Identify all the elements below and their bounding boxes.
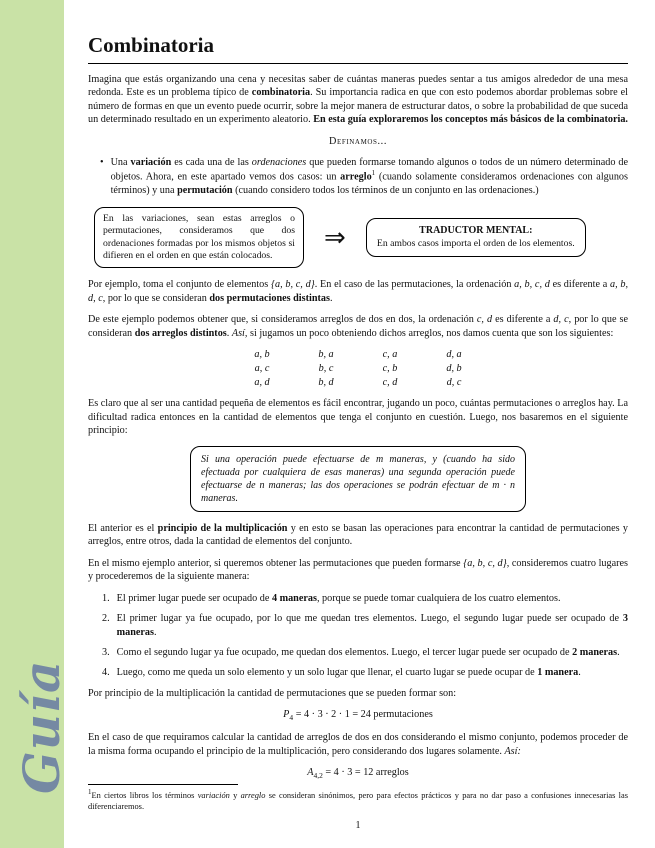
footnote-text: $^1$En ciertos libros los términos variación y arreglo se consideran sinónimos, pero para efectos prácticos y para no dar paso a confusiones innecesarias las diferenciaremos. [88,788,628,811]
arrangement-cell: d, a [446,349,462,361]
formula-subscript: 4,2 [313,771,323,781]
arrangement-cell: b, c [318,362,334,374]
title-rule [88,63,628,64]
list-item-number: 2. [102,613,110,625]
variacion-bullet-item [100,156,628,198]
list-item [102,592,628,605]
principle-explanation-paragraph: El anterior es el principio de la multiplicación y en esto se basan las operaciones para encontrar la cantidad de permutaciones y arreglos, entre otros, dada la cantidad de elementos del conjunto. [88,522,628,548]
formula-body: = 4 · 3 · 2 · 1 = 24 permutaciones [293,709,433,721]
definamos-heading: Definamos... [329,135,387,147]
arrangements-row [248,348,468,362]
permutations-formula [88,708,628,723]
arrangement-cell: a, d [254,376,270,388]
arrangements-example-paragraph: De este ejemplo podemos obtener que, si consideramos arreglos de dos en dos, la ordenación c, d es diferente a d, c, por lo que se consideran dos arreglos distintos. Así, si jugamos un poco obteniendo dichos arreglos, nos damos cuenta que son los siguientes: [88,314,628,339]
steps-list [102,592,628,680]
list-item-text: El primer lugar puede ser ocupado de 4 maneras, porque se puede tomar cualquiera de los cuatro elementos. [116,592,561,604]
arrangement-cell: a, b [254,349,270,361]
permutations-example-paragraph: Por ejemplo, toma el conjunto de elementos {a, b, c, d}. En el caso de las permutaciones, la ordenación a, b, c, d es diferente a a, b, d, c, por lo que se consideran dos permutaciones distintas. [88,279,628,304]
arrangement-cell: b, d [318,376,334,388]
variaciones-note-text: En las variaciones, sean estas arreglos o permutaciones, consideramos que dos ordenaciones formadas por los mismos objetos si difieren en el orden en que están colocados. [103,212,295,261]
traductor-mental-body: En ambos casos importa el orden de los elementos. [376,238,575,250]
formula-subscript: 4 [289,713,294,723]
arrangement-cell: c, d [382,376,398,388]
traductor-mental-box [366,218,586,257]
document-content [88,32,628,789]
arrangement-cell: d, c [446,376,462,388]
formula-variable: P [283,709,290,721]
multiplication-principle-text: Si una operación puede efectuarse de m maneras, y (cuando ha sido efectuada por cualquiera de esas maneras) una segunda operación puede efectuarse de n maneras; las dos operaciones se podrán efectuar de m · n maneras. [201,453,515,504]
footnote-block [88,784,628,812]
arrangement-cell: c, a [382,349,398,361]
arrangement-cell: b, a [318,349,334,361]
list-item-number: 3. [102,647,110,658]
page-number: 1 [355,820,361,831]
list-item [102,666,628,679]
sidebar-guia-label: Guía [12,659,71,794]
intro-paragraph: Imagina que estás organizando una cena y necesitas saber de cuántas maneras puedes sentar a tus amigos alrededor de una mesa redonda. Este es un problema típico de combinatoria. Su importancia radica en que con esto podemos abordar problemas sobre el número de formas en que un evento puede ocurrir, sobre la mejor manera de estructurar datos, o sobre la probabilidad de que suceda un determinado resultado en un experimento aleatorio. En esta guía exploraremos los conceptos más básicos de la combinatoria. [88,73,629,126]
multiplication-principle-box [190,446,526,512]
formula-variable: A [307,767,314,779]
footnote-rule [88,784,238,785]
formula-body: = 4 · 3 = 12 arreglos [322,767,409,779]
arrangements-row [248,376,468,390]
arrangements-formula [88,766,628,781]
arrangements-row [248,362,468,376]
arrangement-cell: d, b [446,362,462,374]
arrangement-cell: c, b [382,362,398,374]
permutations-setup-paragraph: En el mismo ejemplo anterior, si queremos obtener las permutaciones que pueden formarse {a, b, c, d}, consideremos cuatro lugares y procederemos de la siguiente manera: [88,557,629,583]
arrangements-grid [88,348,628,389]
multiplication-result-paragraph: Por principio de la multiplicación la cantidad de permutaciones que se pueden formar son: [88,687,457,699]
definition-boxes-row [94,207,628,269]
page-title: Combinatoria [88,33,214,57]
variacion-definition-text: Una variación es cada una de las ordenaciones que pueden formarse tomando algunos o todos de un número determinado de objetos. Ahora, en este apartado vemos dos casos: un arreglo$^1$ (cuando solamente consideramos ordenaciones con algunos términos) y una permutación (cuando considero todos los términos de un conjunto en las ordenaciones.) [110,156,628,197]
principle-box-wrapper [88,446,628,512]
list-item-text: Como el segundo lugar ya fue ocupado, me quedan dos elementos. Luego, el tercer lugar puede ser ocupado de 2 maneras. [116,647,620,658]
variaciones-note-box [94,207,304,269]
list-item [102,612,628,639]
difficulty-paragraph: Es claro que al ser una cantidad pequeña de elementos es fácil encontrar, jugando un poco, cuántas permutaciones o arreglos hay. La dificultad radica entonces en la cantidad de elementos que tenga el conjunto en cuestión. Luego, nos basaremos en el siguiente principio: [88,398,628,437]
list-item [102,646,628,659]
bullet-marker-icon: • [100,156,104,168]
implies-arrow-icon: ⇒ [324,222,346,252]
list-item-text: El primer lugar ya fue ocupado, por lo que me quedan tres elementos. Luego, el segundo lugar puede ser ocupado de 3 maneras. [116,613,628,638]
list-item-text: Luego, como me queda un solo elemento y un solo lugar que llenar, el cuarto lugar se puede ocupar de 1 manera. [116,667,581,679]
list-item-number: 4. [102,667,110,679]
list-item-number: 1. [102,592,110,604]
traductor-mental-title: TRADUCTOR MENTAL: [419,225,533,237]
arrangements-count-paragraph: En el caso de que requiramos calcular la cantidad de arreglos de dos en dos considerando el mismo conjunto, podemos proceder de la misma forma ocupando el principio de la multiplicación, pero considerando dos lugares solamente. Así: [88,732,628,757]
arrangement-cell: a, c [254,362,270,374]
